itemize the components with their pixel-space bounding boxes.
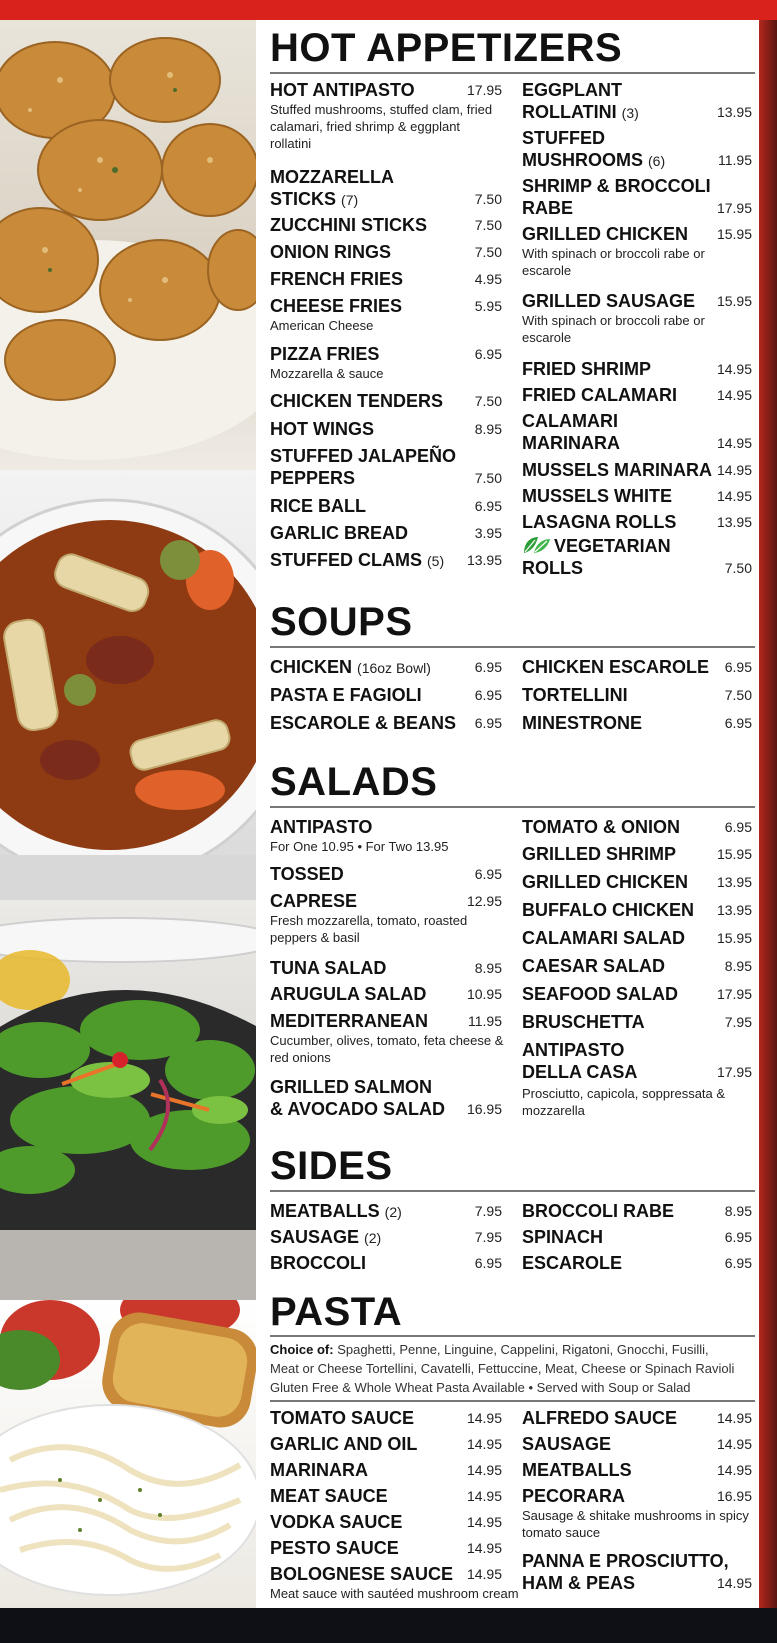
menu-item-minestrone: MINESTRONE 6.95 [522,713,752,733]
section-title-hot-appetizers: HOT APPETIZERS [270,26,623,70]
section-rule [270,806,755,808]
pasta-choice-line-3: Gluten Free & Whole Wheat Pasta Available • Served with Soup or Salad [270,1380,691,1395]
menu-item-chicken-soup: CHICKEN (16oz Bowl) 6.95 [270,657,502,677]
menu-item-meatballs-pasta: MEATBALLS 14.95 [522,1460,752,1480]
menu-item-broccoli-rabe: BROCCOLI RABE 8.95 [522,1201,752,1221]
menu-item-spinach: SPINACH 6.95 [522,1227,752,1247]
photo-minestrone [0,470,256,900]
menu-item-shrimp-broccoli-rabe: SHRIMP & BROCCOLI RABE 17.95 [522,176,752,218]
menu-item-antipasto-della-casa: ANTIPASTO DELLA CASA 17.95 Prosciutto, capicola, soppressata & mozzarella [522,1040,752,1118]
menu-item-marinara: MARINARA 14.95 [270,1460,502,1480]
menu-item-grilled-shrimp-salad: GRILLED SHRIMP 15.95 [522,844,752,864]
section-rule [270,1400,755,1402]
menu-item-tomato-onion: TOMATO & ONION 6.95 [522,817,752,837]
menu-item-antipasto-salad: ANTIPASTO For One 10.95 • For Two 13.95 [270,817,449,854]
menu-item-garlic-bread: GARLIC BREAD 3.95 [270,523,502,543]
menu-item-tossed: TOSSED 6.95 [270,864,502,884]
menu-item-buffalo-chicken: BUFFALO CHICKEN 13.95 [522,900,752,920]
menu-item-panna-e-prosciutto: PANNA E PROSCIUTTO, HAM & PEAS 14.95 [522,1551,752,1593]
photo-salad [0,900,256,1300]
menu-item-garlic-and-oil: GARLIC AND OIL 14.95 [270,1434,502,1454]
menu-item-eggplant-rollatini: EGGPLANT ROLLATINI (3) 13.95 [522,80,752,122]
menu-item-mussels-white: MUSSELS WHITE 14.95 [522,486,752,506]
section-rule [270,646,755,648]
section-rule [270,1335,755,1337]
food-photo-strip [0,20,256,1608]
menu-item-stuffed-mushrooms: STUFFED MUSHROOMS (6) 11.95 [522,128,752,170]
menu-item-escarole-beans: ESCAROLE & BEANS 6.95 [270,713,502,733]
pasta-choice-line-1: Choice of: Spaghetti, Penne, Linguine, Cappelini, Rigatoni, Gnocchi, Fusilli, [270,1342,709,1357]
section-title-sides: SIDES [270,1144,393,1188]
menu-item-escarole: ESCAROLE 6.95 [522,1253,752,1273]
menu-item-broccoli: BROCCOLI 6.95 [270,1253,502,1273]
menu-item-pesto-sauce: PESTO SAUCE 14.95 [270,1538,502,1558]
section-rule [270,72,755,74]
menu-item-vodka-sauce: VODKA SAUCE 14.95 [270,1512,502,1532]
section-rule [270,1190,755,1192]
menu-item-mussels-marinara: MUSSELS MARINARA 14.95 [522,460,752,480]
menu-item-pasta-e-fagioli: PASTA E FAGIOLI 6.95 [270,685,502,705]
menu-item-onion-rings: ONION RINGS 7.50 [270,242,502,262]
menu-item-zucchini-sticks: ZUCCHINI STICKS 7.50 [270,215,502,235]
leaf-icon [522,535,552,555]
menu-item-arugula-salad: ARUGULA SALAD 10.95 [270,984,502,1004]
menu-item-meat-sauce: MEAT SAUCE 14.95 [270,1486,502,1506]
menu-item-fried-shrimp: FRIED SHRIMP 14.95 [522,359,752,379]
menu-item-grilled-sausage-app: GRILLED SAUSAGE 15.95 With spinach or broccoli rabe or escarole [522,291,752,345]
menu-item-hot-antipasto: HOT ANTIPASTO 17.95 Stuffed mushrooms, stuffed clam, fried calamari, fried shrimp & eggplant rollatini [270,80,502,151]
menu-item-tortellini: TORTELLINI 7.50 [522,685,752,705]
menu-item-mediterranean: MEDITERRANEAN 11.95 Cucumber, olives, tomato, feta cheese & red onions [270,1011,504,1065]
menu-item-chicken-escarole: CHICKEN ESCAROLE 6.95 [522,657,752,677]
top-red-bar [0,0,777,20]
photo-gnocchi [0,20,256,470]
menu-item-stuffed-jalapeno-peppers: STUFFED JALAPEÑO PEPPERS 7.50 [270,446,502,488]
photo-fettuccine [0,1300,256,1608]
menu-item-bruschetta: BRUSCHETTA 7.95 [522,1012,752,1032]
menu-item-mozzarella-sticks: MOZZARELLA STICKS (7) 7.50 [270,167,502,209]
menu-item-pecorara: PECORARA 16.95 Sausage & shitake mushrooms in spicy tomato sauce [522,1486,752,1540]
menu-item-alfredo-sauce: ALFREDO SAUCE 14.95 [522,1408,752,1428]
menu-item-meatballs-side: MEATBALLS (2) 7.95 [270,1201,502,1221]
menu-item-grilled-salmon-avocado: GRILLED SALMON & AVOCADO SALAD 16.95 [270,1077,502,1119]
menu-item-bolognese-sauce: BOLOGNESE SAUCE 14.95 Meat sauce with sautéed mushroom cream [270,1564,519,1601]
section-title-pasta: PASTA [270,1290,403,1334]
menu-item-lasagna-rolls: LASAGNA ROLLS 13.95 [522,512,752,532]
menu-panel [256,20,759,1608]
menu-item-cheese-fries: CHEESE FRIES 5.95 American Cheese [270,296,502,333]
menu-item-pizza-fries: PIZZA FRIES 6.95 Mozzarella & sauce [270,344,502,381]
menu-item-caprese: CAPRESE 12.95 Fresh mozzarella, tomato, roasted peppers & basil [270,891,502,945]
menu-item-rice-ball: RICE BALL 6.95 [270,496,502,516]
menu-item-seafood-salad: SEAFOOD SALAD 17.95 [522,984,752,1004]
section-title-soups: SOUPS [270,600,413,644]
bottom-dark-bar [0,1608,777,1643]
menu-item-chicken-tenders: CHICKEN TENDERS 7.50 [270,391,502,411]
menu-item-fried-calamari: FRIED CALAMARI 14.95 [522,385,752,405]
menu-item-vegetarian-rolls: VEGETARIAN ROLLS 7.50 [522,536,752,578]
menu-item-calamari-salad: CALAMARI SALAD 15.95 [522,928,752,948]
menu-item-calamari-marinara: CALAMARI MARINARA 14.95 [522,411,752,453]
menu-item-tomato-sauce: TOMATO SAUCE 14.95 [270,1408,502,1428]
menu-item-sausage-pasta: SAUSAGE 14.95 [522,1434,752,1454]
right-edge-border [759,20,777,1608]
menu-item-grilled-chicken-salad: GRILLED CHICKEN 13.95 [522,872,752,892]
menu-item-caesar-salad: CAESAR SALAD 8.95 [522,956,752,976]
menu-item-tuna-salad: TUNA SALAD 8.95 [270,958,502,978]
menu-item-stuffed-clams: STUFFED CLAMS (5) 13.95 [270,550,502,570]
menu-item-sausage-side: SAUSAGE (2) 7.95 [270,1227,502,1247]
section-title-salads: SALADS [270,760,438,804]
pasta-choice-line-2: Meat or Cheese Tortellini, Cavatelli, Fettuccine, Meat, Cheese or Spinach Ravioli [270,1361,735,1376]
menu-item-french-fries: FRENCH FRIES 4.95 [270,269,502,289]
menu-item-hot-wings: HOT WINGS 8.95 [270,419,502,439]
menu-item-grilled-chicken-app: GRILLED CHICKEN 15.95 With spinach or broccoli rabe or escarole [522,224,752,278]
